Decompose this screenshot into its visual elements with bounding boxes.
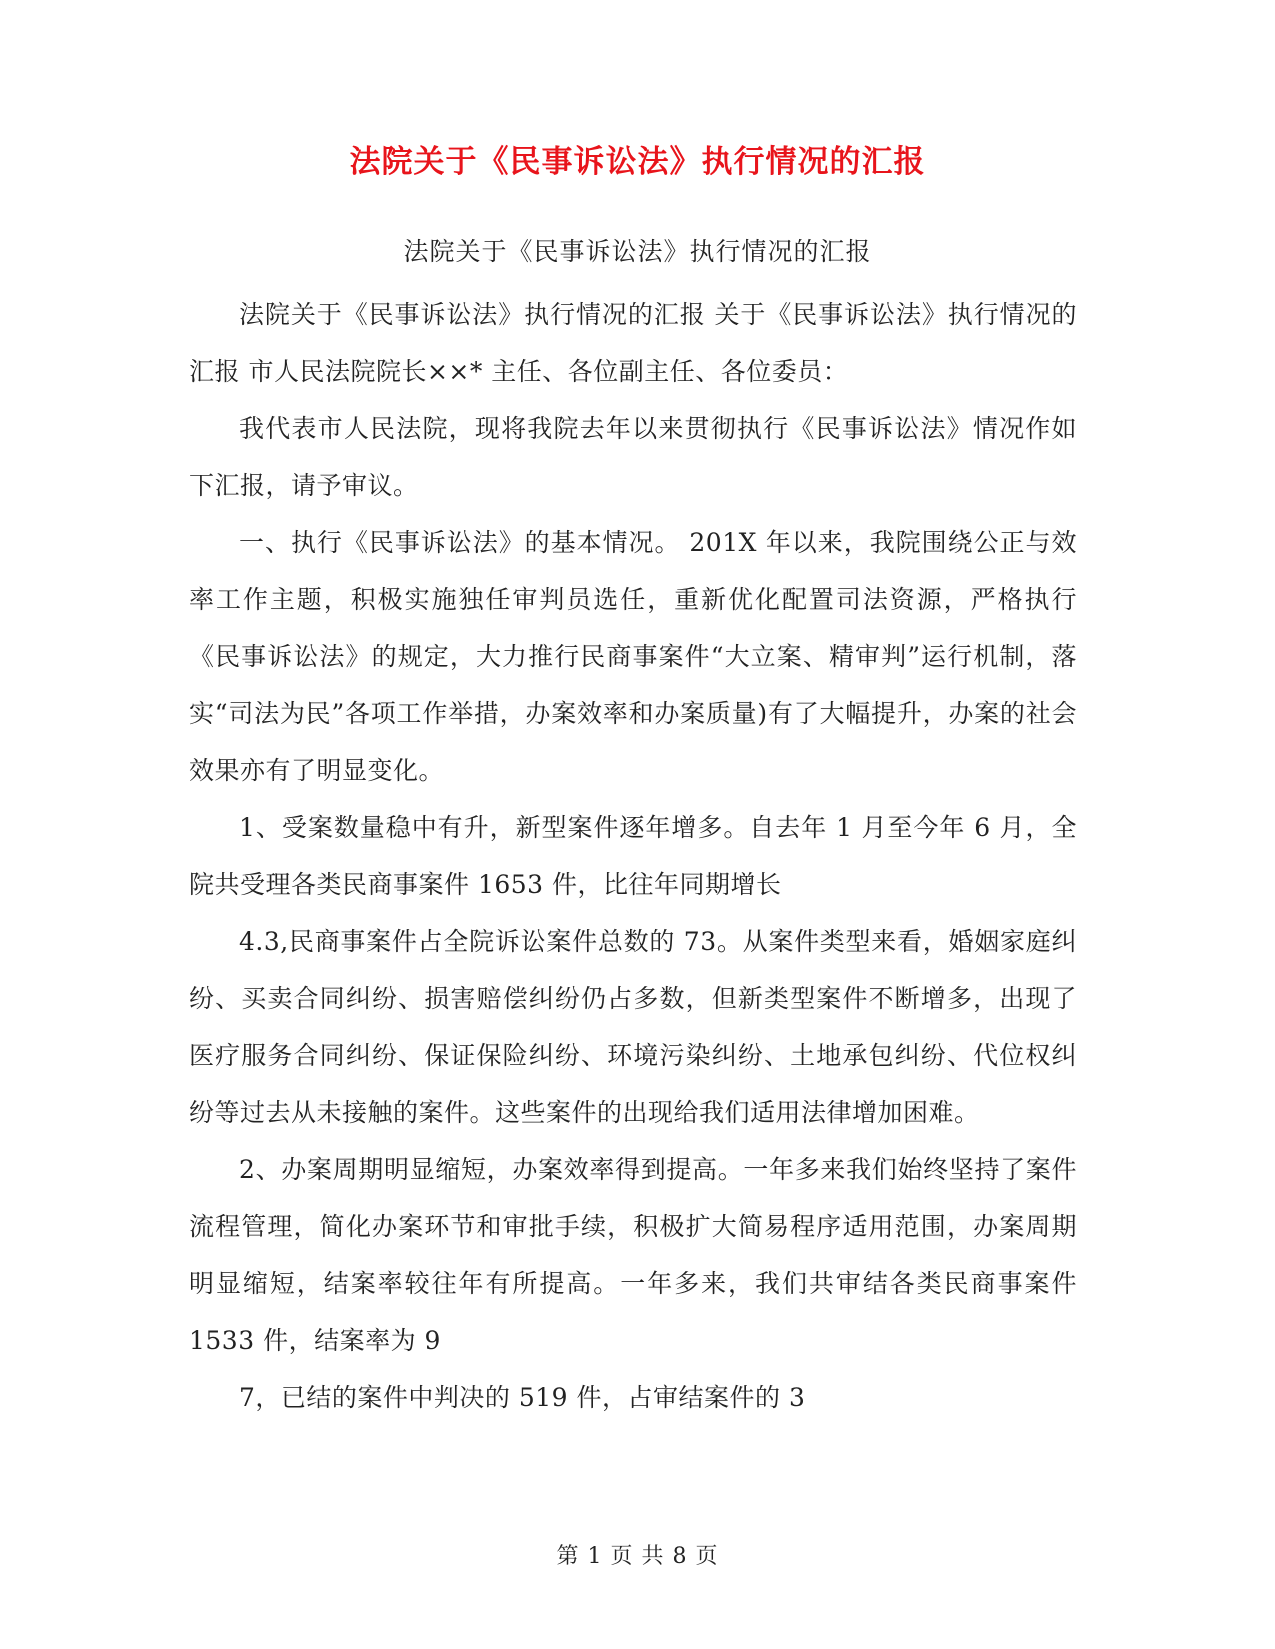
paragraph-intro: 我代表市人民法院，现将我院去年以来贯彻执行《民事诉讼法》情况作如下汇报，请予审议。	[189, 414, 1077, 500]
paragraph-item-1: 1、受案数量稳中有升，新型案件逐年增多。自去年 1 月至今年 6 月，全院共受理各类民商事案件 1653 件，比往年同期增长	[189, 813, 1077, 899]
page-number-footer: 第 1 页 共 8 页	[556, 1544, 719, 1569]
paragraph-item-2: 2、办案周期明显缩短，办案效率得到提高。一年多来我们始终坚持了案件流程管理，简化办案环节和审批手续，积极扩大简易程序适用范围，办案周期明显缩短，结案率较往年有所提高。一年多来，我们共审结各类民商事案件 1533 件，结案率为 9	[189, 1155, 1077, 1355]
paragraph-section-one: 一、执行《民事诉讼法》的基本情况。 201X 年以来，我院围绕公正与效率工作主题，积极实施独任审判员选任，重新优化配置司法资源，严格执行《民事诉讼法》的规定，大力推行民商事案件“大立案、精审判”运行机制，落实“司法为民”各项工作举措，办案效率和办案质量)有了大幅提升，办案的社会效果亦有了明显变化。	[189, 528, 1077, 785]
paragraph-item-2-continued: 7，已结的案件中判决的 519 件，占审结案件的 3	[239, 1383, 806, 1412]
paragraph-salutation: 法院关于《民事诉讼法》执行情况的汇报 关于《民事诉讼法》执行情况的汇报 市人民法院院长××* 主任、各位副主任、各位委员：	[189, 300, 1077, 386]
document-body	[189, 286, 1077, 1426]
document-subtitle: 法院关于《民事诉讼法》执行情况的汇报	[403, 237, 872, 266]
paragraph-item-1-continued: 4.3,民商事案件占全院诉讼案件总数的 73。从案件类型来看，婚姻家庭纠纷、买卖合同纠纷、损害赔偿纠纷仍占多数，但新类型案件不断增多，出现了医疗服务合同纠纷、保证保险纠纷、环境污染纠纷、土地承包纠纷、代位权纠纷等过去从未接触的案件。这些案件的出现给我们适用法律增加困难。	[189, 927, 1077, 1127]
document-title: 法院关于《民事诉讼法》执行情况的汇报	[349, 144, 926, 180]
